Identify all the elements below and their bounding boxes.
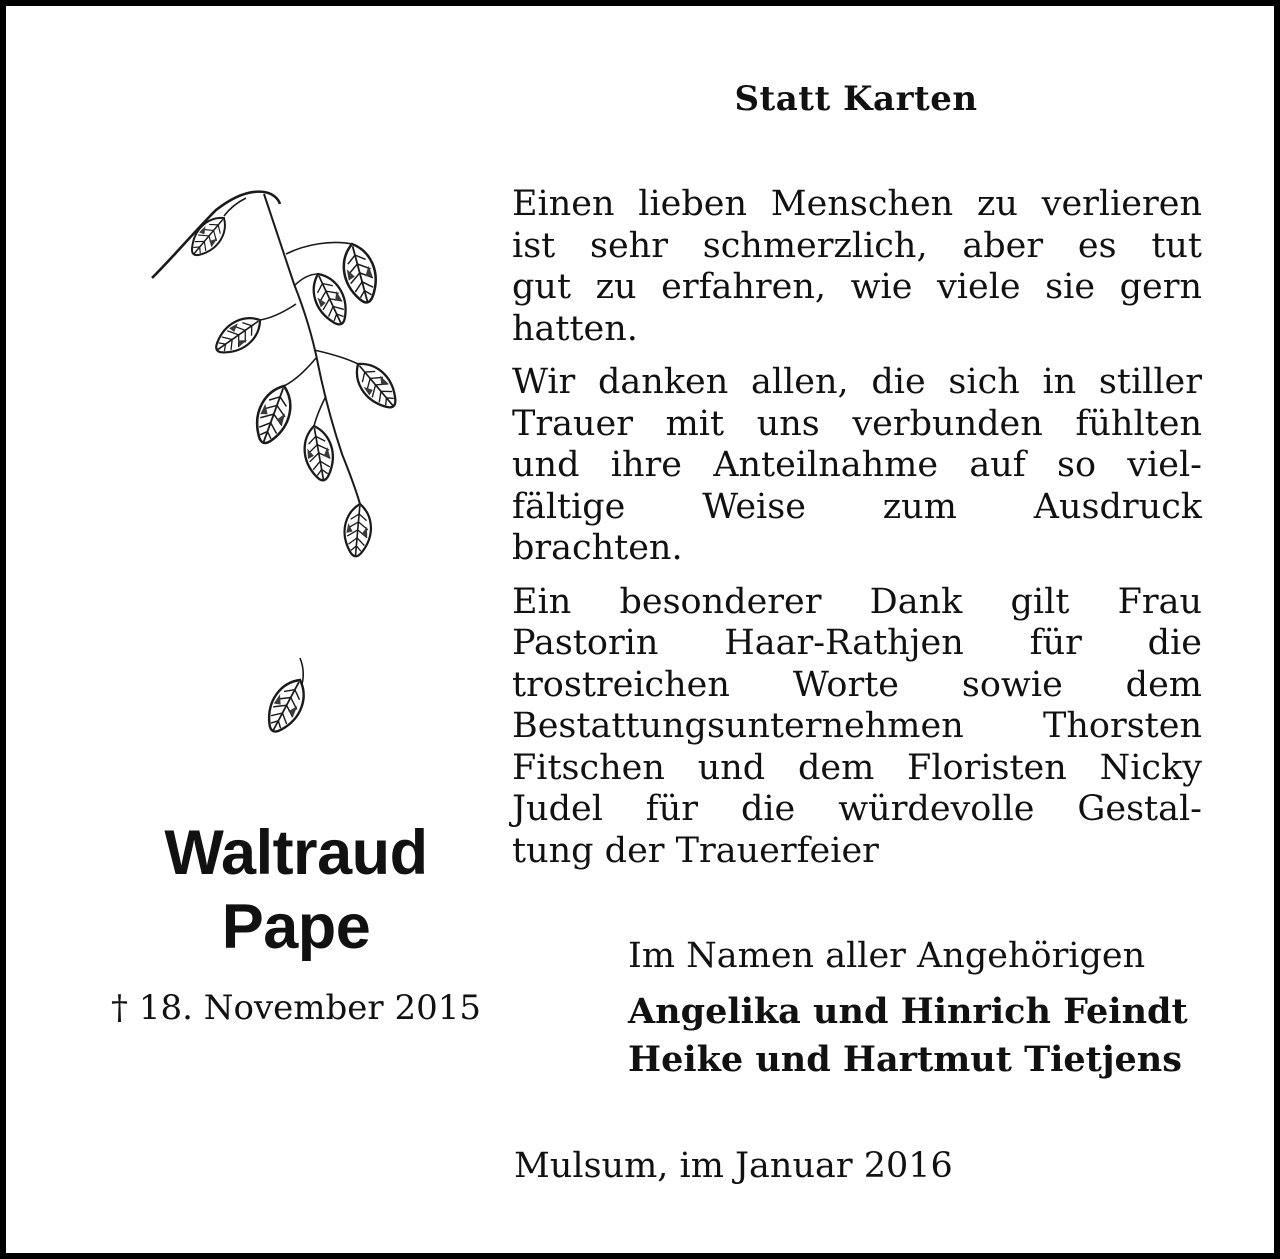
text-line: Wir danken allen, die sich in stiller: [512, 362, 1202, 402]
text-line: gut zu erfahren, wie viele sie gern: [512, 267, 1202, 307]
text-line: Einen lieben Menschen zu verlieren: [512, 184, 1202, 224]
text-line: fältige Weise zum Ausdruck: [512, 486, 1202, 527]
notice-header: Statt Karten: [734, 79, 978, 119]
text-line: Ein besonderer Dank gilt Frau: [512, 581, 1202, 622]
on-behalf-line: Im Namen aller Angehörigen: [628, 936, 1146, 976]
text-line: Trauer mit uns verbunden fühlten: [512, 403, 1202, 444]
text-line: hatten.: [512, 308, 638, 349]
notice-body: [512, 184, 1202, 884]
signer-name: Angelika und Hinrich Feindt: [628, 991, 1188, 1032]
birch-branch-icon: [146, 174, 416, 754]
text-line: und ihre Anteilnahme auf so viel-: [512, 445, 1202, 485]
paragraph: [512, 184, 1202, 350]
text-line: tung der Trauerfeier: [512, 830, 879, 871]
signoff: [628, 932, 1208, 1084]
text-line: brachten.: [512, 528, 683, 568]
paragraph: [512, 362, 1202, 570]
paragraph: [512, 582, 1202, 873]
text-line: Pastorin Haar-Rathjen für die: [512, 623, 1202, 663]
text-line: Fitschen und dem Floristen Nicky: [512, 747, 1202, 788]
text-line: ist sehr schmerzlich, aber es tut: [512, 225, 1202, 266]
deceased-last-name: Pape: [221, 892, 371, 962]
text-line: trostreichen Worte sowie dem: [512, 664, 1202, 705]
place-date: Mulsum, im Januar 2016: [514, 1146, 953, 1186]
deceased-first-name: Waltraud: [164, 818, 428, 888]
death-date: † 18. November 2015: [111, 988, 481, 1028]
text-line: Bestattungsunternehmen Thorsten: [512, 706, 1202, 746]
deceased-name: [76, 816, 516, 964]
text-line: Judel für die würdevolle Gestal-: [512, 789, 1202, 829]
signer-name: Heike und Hartmut Tietjens: [628, 1039, 1182, 1080]
